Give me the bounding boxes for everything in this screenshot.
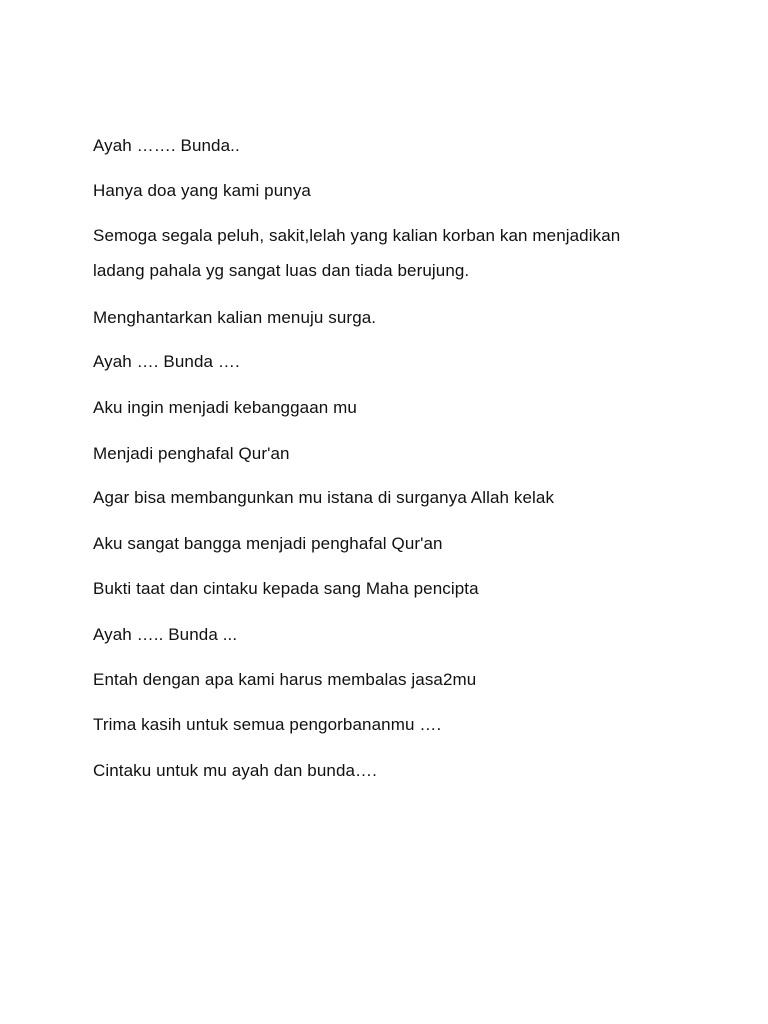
text-line: Aku ingin menjadi kebanggaan mu — [93, 398, 357, 417]
text-line: Menjadi penghafal Qur'an — [93, 444, 290, 463]
text-line: Agar bisa membangunkan mu istana di surganya Allah kelak — [93, 488, 555, 507]
text-line: Trima kasih untuk semua pengorbananmu …. — [93, 715, 442, 734]
text-line: Entah dengan apa kami harus membalas jasa2mu — [93, 670, 477, 689]
text-line: Menghantarkan kalian menuju surga. — [93, 308, 377, 327]
text-line: Ayah …. Bunda …. — [93, 352, 240, 371]
text-line: Aku sangat bangga menjadi penghafal Qur'an — [93, 534, 443, 553]
text-line: ladang pahala yg sangat luas dan tiada berujung. — [93, 261, 470, 280]
text-line: Ayah ……. Bunda.. — [93, 136, 240, 155]
text-line: Semoga segala peluh, sakit,lelah yang kalian korban kan menjadikan — [93, 226, 621, 245]
text-line: Cintaku untuk mu ayah dan bunda…. — [93, 761, 377, 780]
text-line: Bukti taat dan cintaku kepada sang Maha pencipta — [93, 579, 479, 598]
text-line: Hanya doa yang kami punya — [93, 181, 311, 200]
text-line: Ayah ….. Bunda ... — [93, 625, 238, 644]
